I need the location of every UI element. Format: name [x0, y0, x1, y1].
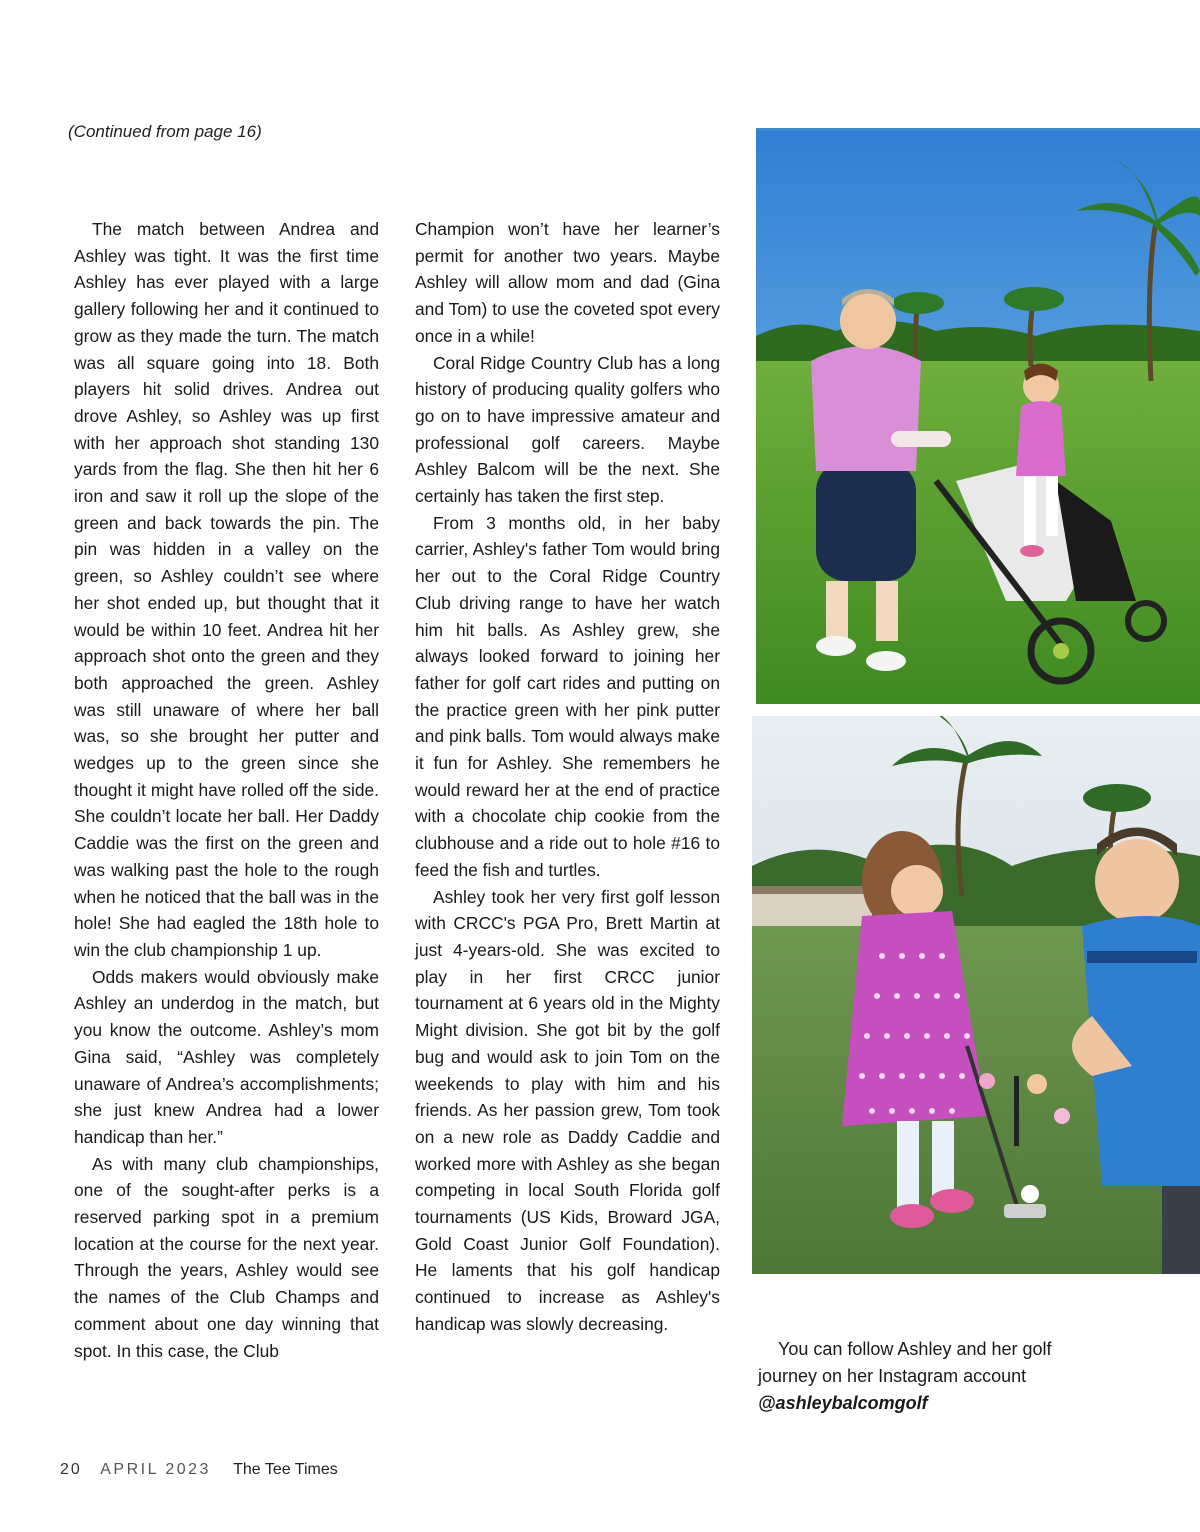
page-footer	[60, 1461, 338, 1479]
paragraph: As with many club championships, one of the sought-after perks is a reserved parking spot in a premium location at the course for the next year. Through the years, Ashley would see the names of the Club Champs and comment about one day winning that spot. In this case, the Club	[74, 1153, 379, 1361]
paragraph: Champion won’t have her learner’s permit for another two years. Maybe Ashley will allow mom and dad (Gina and Tom) to use the coveted spot every once in a while!	[415, 219, 720, 346]
caption-text: You can follow Ashley and her golf journey on her Instagram account	[758, 1339, 1052, 1386]
publication-name: The Tee Times	[233, 1461, 338, 1478]
article-column-2	[415, 216, 720, 1338]
photo-caption	[758, 1336, 1078, 1417]
instagram-handle[interactable]: @ashleybalcomgolf	[758, 1393, 928, 1413]
page-number: 20	[60, 1461, 82, 1478]
paragraph: From 3 months old, in her baby carrier, Ashley's father Tom would bring her out to the Coral Ridge Country Club driving range to have her watch him hit balls. As Ashley grew, she always looked forward to joining her father for golf cart rides and putting on the practice green with her pink putter and pink balls. Tom would always make it fun for Ashley. She remembers he would reward her at the end of practice with a chocolate chip cookie from the clubhouse and a ride out to hole #16 to feed the fish and turtles.	[415, 512, 720, 880]
photo-father-daughter-golf-cart	[756, 128, 1200, 704]
article-column-1	[74, 216, 379, 1364]
paragraph: Ashley took her very first golf lesson with CRCC's PGA Pro, Brett Martin at just 4-years-old. She was excited to play in her first CRCC junior tournament at 6 years old in the Mighty Might division. She got bit by the golf bug and would ask to join Tom on the weekends to play with him and his friends. As her passion grew, Tom took on a new role as Daddy Caddie and worked more with Ashley as she began competing in local South Florida golf tournaments (US Kids, Broward JGA, Gold Coast Junior Golf Foundation). He laments that his golf handicap continued to increase as Ashley's handicap was slowly decreasing.	[415, 886, 720, 1334]
paragraph: The match between Andrea and Ashley was tight. It was the first time Ashley has ever played with a large gallery following her and it continued to grow as they made the turn. The match was all square going into 18. Both players hit solid drives. Andrea out drove Ashley, so Ashley was up first with her approach shot standing 130 yards from the flag. She then hit her 6 iron and saw it roll up the slope of the green and back towards the pin. The pin was hidden in a valley on the green, so Ashley couldn’t see where her shot ended up, but thought that it would be within 10 feet. Andrea hit her approach shot onto the green and they both approached the green. Ashley was still unaware of where her ball was, so she brought her putter and wedges up to the green since she thought it might have rolled off the side. She couldn’t locate her ball. Her Daddy Caddie was the first on the green and was walking past the hole to the rough when he noticed that the ball was in the hole! She had eagled the 18th hole to win the club championship 1 up.	[74, 219, 379, 960]
paragraph: Odds makers would obviously make Ashley an underdog in the match, but you know the outcome. Ashley’s mom Gina said, “Ashley was completely unaware of Andrea’s accomplishments; she just knew Andrea had a lower handicap than her.”	[74, 966, 379, 1147]
continued-from-note: (Continued from page 16)	[68, 122, 262, 141]
photo-putting-lesson	[752, 716, 1200, 1274]
issue-date: APRIL 2023	[100, 1461, 211, 1478]
paragraph: Coral Ridge Country Club has a long history of producing quality golfers who go on to have impressive amateur and professional golf careers. Maybe Ashley Balcom will be the next. She certainly has taken the first step.	[415, 352, 720, 507]
